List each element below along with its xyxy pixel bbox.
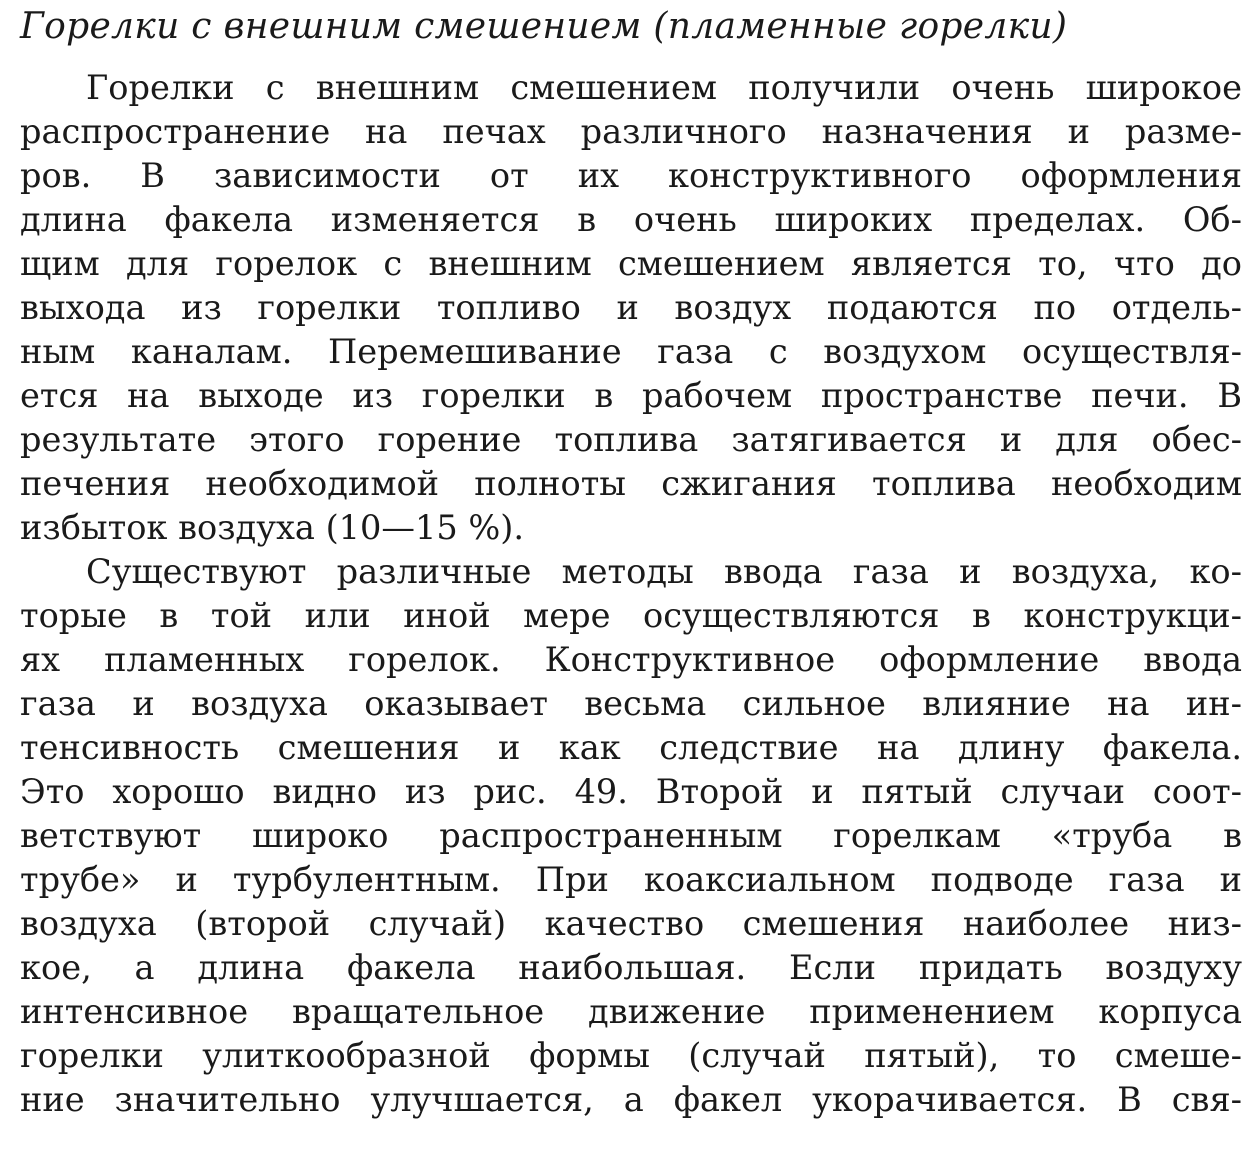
- text-line: горелки улиткообразной формы (случай пятый), то смеше-: [20, 1036, 1242, 1075]
- text-line: Горелки с внешним смешением получили очень широкое: [86, 68, 1242, 107]
- text-line: избыток воздуха (10—15 %).: [20, 508, 525, 547]
- section-heading: Горелки с внешним смешением (пламенные горелки): [20, 6, 1068, 47]
- text-line: результате этого горение топлива затягивается и для обес-: [20, 420, 1242, 459]
- text-line: щим для горелок с внешним смешением является то, что до: [20, 244, 1242, 283]
- text-line: ях пламенных горелок. Конструктивное оформление ввода: [20, 640, 1242, 679]
- text-line: выхода из горелки топливо и воздух подаются по отдель-: [20, 288, 1242, 327]
- text-line: распространение на печах различного назначения и разме-: [20, 112, 1242, 151]
- text-line: воздуха (второй случай) качество смешения наиболее низ-: [20, 904, 1242, 943]
- text-line: ветствуют широко распространенным горелкам «труба в: [20, 816, 1242, 855]
- text-line: газа и воздуха оказывает весьма сильное влияние на ин-: [20, 684, 1242, 723]
- text-line: Это хорошо видно из рис. 49. Второй и пятый случаи соот-: [20, 772, 1242, 811]
- text-line: ется на выходе из горелки в рабочем пространстве печи. В: [20, 376, 1242, 415]
- text-line: ров. В зависимости от их конструктивного оформления: [20, 156, 1242, 195]
- text-line: кое, а длина факела наибольшая. Если придать воздуху: [20, 948, 1242, 987]
- text-line: тенсивность смешения и как следствие на длину факела.: [20, 728, 1242, 767]
- text-line: Существуют различные методы ввода газа и воздуха, ко-: [86, 552, 1242, 591]
- text-line: ние значительно улучшается, а факел укорачивается. В свя-: [20, 1080, 1242, 1119]
- text-line: интенсивное вращательное движение применением корпуса: [20, 992, 1242, 1031]
- text-line: трубе» и турбулентным. При коаксиальном подводе газа и: [20, 860, 1242, 899]
- text-line: печения необходимой полноты сжигания топлива необходим: [20, 464, 1242, 503]
- text-line: длина факела изменяется в очень широких пределах. Об-: [20, 200, 1242, 239]
- text-line: торые в той или иной мере осуществляются в конструкци-: [20, 596, 1242, 635]
- text-line: ным каналам. Перемешивание газа с воздухом осуществля-: [20, 332, 1242, 371]
